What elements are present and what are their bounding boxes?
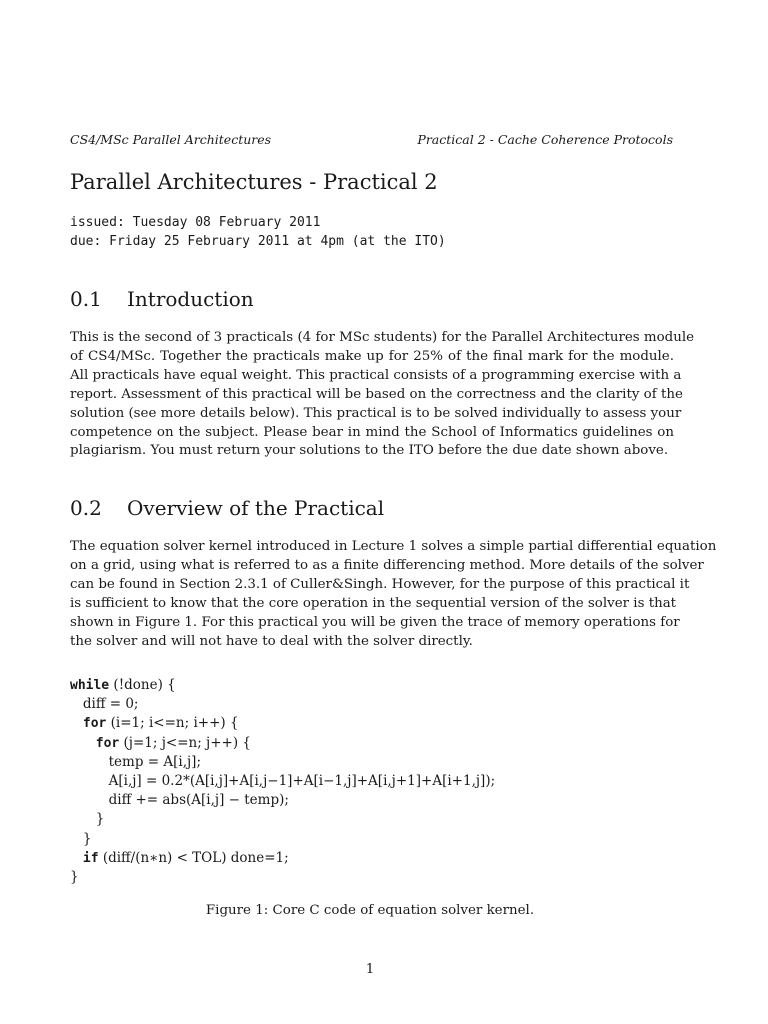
issued-date: issued: Tuesday 08 February 2011: [70, 215, 321, 230]
introduction-paragraph: [70, 329, 695, 461]
code-text: (!done) {: [109, 677, 176, 693]
code-text: (i=1; i<=n; i++) {: [106, 715, 239, 732]
code-line: }: [70, 869, 79, 886]
code-keyword: if: [82, 850, 99, 866]
code-line: A[i,j] = 0.2*(A[i,j]+A[i,j−1]+A[i−1,j]+A[i,j+1]+A[i+1,j]);: [70, 773, 496, 790]
section-title: Overview of the Practical: [127, 496, 385, 520]
section-heading-overview: [70, 496, 384, 520]
paragraph-line: shown in Figure 1. For this practical you will be given the trace of memory operations for: [70, 614, 680, 630]
code-listing: [70, 676, 495, 887]
paragraph-line: the solver and will not have to deal with the solver directly.: [70, 633, 473, 649]
code-line: diff = 0;: [70, 696, 139, 713]
figure-caption: Figure 1: Core C code of equation solver kernel.: [205, 903, 535, 918]
code-text: (diff/(n∗n) < TOL) done=1;: [98, 849, 289, 866]
paragraph-line: plagiarism. You must return your solutions to the ITO before the due date shown above.: [70, 443, 669, 459]
code-text: (j=1; j<=n; j++) {: [119, 734, 252, 751]
section-number: 0.2: [70, 496, 102, 520]
due-date: due: Friday 25 February 2011 at 4pm (at the ITO): [70, 234, 446, 249]
code-keyword: while: [70, 678, 110, 693]
paragraph-line: All practicals have equal weight. This practical consists of a programming exercise with a: [70, 367, 682, 383]
page-title: Parallel Architectures - Practical 2: [70, 170, 438, 194]
code-line: }: [70, 830, 92, 847]
paragraph-line: on a grid, using what is referred to as a finite differencing method. More details of the solver: [70, 557, 704, 573]
code-line: }: [70, 811, 105, 828]
paragraph-line: can be found in Section 2.3.1 of Culler&Singh. However, for the purpose of this practical it: [70, 576, 690, 592]
paragraph-line: competence on the subject. Please bear in mind the School of Informatics guidelines on: [70, 424, 674, 440]
section-title: Introduction: [127, 287, 254, 311]
running-header-practical: Practical 2 - Cache Coherence Protocols: [417, 132, 673, 147]
running-header-course: CS4/MSc Parallel Architectures: [70, 132, 272, 147]
overview-paragraph: [70, 538, 717, 651]
page-number: 1: [365, 962, 375, 977]
code-line: diff += abs(A[i,j] − temp);: [70, 792, 289, 809]
code-keyword: for: [95, 735, 120, 751]
paragraph-line: report. Assessment of this practical will be based on the correctness and the clarity of the: [70, 386, 683, 402]
code-line: temp = A[i,j];: [70, 753, 201, 770]
paragraph-line: solution (see more details below). This practical is to be solved individually to assess your: [70, 405, 682, 421]
paragraph-line: The equation solver kernel introduced in Lecture 1 solves a simple partial differential equation: [70, 539, 717, 554]
section-heading-introduction: [70, 287, 254, 311]
code-keyword: for: [82, 716, 107, 732]
section-number: 0.1: [70, 287, 102, 311]
paragraph-line: of CS4/MSc. Together the practicals make up for 25% of the final mark for the module.: [70, 348, 674, 364]
paragraph-line: is sufficient to know that the core operation in the sequential version of the solver is that: [70, 595, 677, 611]
paragraph-line: This is the second of 3 practicals (4 for MSc students) for the Parallel Architectures module: [70, 330, 695, 345]
